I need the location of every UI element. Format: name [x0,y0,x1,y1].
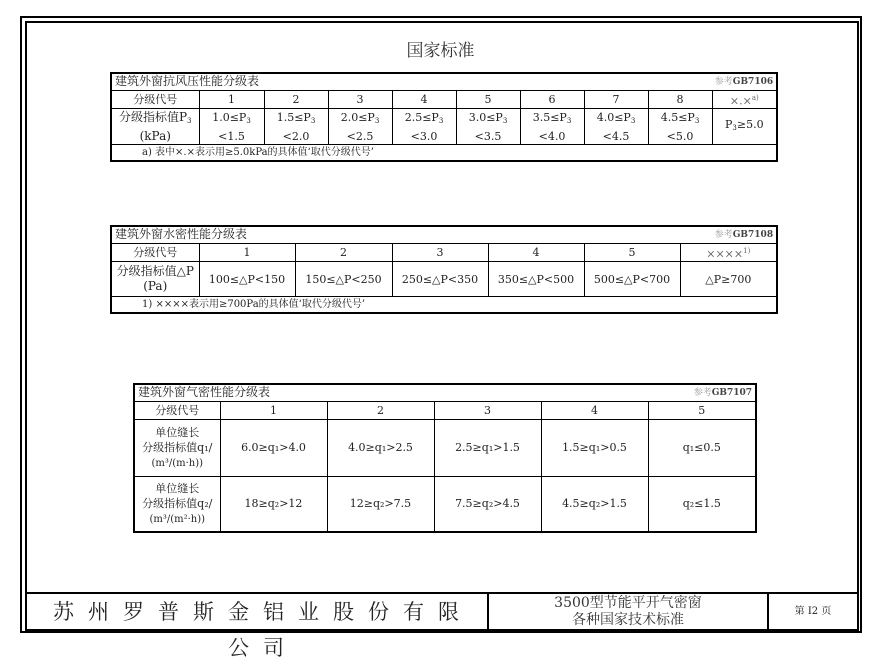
value-cell: 18≥q₂>12 [220,476,327,532]
value-cell: 500≤△P<700 [584,262,680,297]
value-cell: 6.0≥q₁>4.0 [220,419,327,476]
grade-code: 1 [199,90,264,109]
value-cell: q₁≤0.5 [648,419,756,476]
header-label: 分级代号 [134,401,220,419]
table-title-text: 建筑外窗抗风压性能分级表 [115,74,260,89]
table-title-text: 建筑外窗气密性能分级表 [138,385,271,400]
value-cell: 350≤△P<500 [488,262,584,297]
data-row [111,262,777,297]
company-name: 苏州罗普斯金铝业股份有限公司 [27,594,489,630]
value-cell: $2.0\le P_3$ <2.5 [328,109,392,145]
value-cell: 150≤△P<250 [295,262,392,297]
reference-code: 参考GB7106 [714,77,774,87]
value-cell: $3.5\le P_3$ <4.0 [520,109,584,145]
row-label: 分级指标值$P_3$ (kPa) [111,109,199,145]
value-cell: $P_3\ge 5.0$ [712,109,777,145]
water-tightness-table [110,225,778,314]
data-row [111,109,777,145]
value-cell: 4.5≥q₂>1.5 [541,476,648,532]
wind-pressure-table [110,72,778,162]
grade-code: 5 [648,401,756,419]
table-note: 1) ××××表示用≥700Pa的具体值‘取代分级代号’ [111,297,777,314]
value-cell: $4.0\le P_3$ <4.5 [584,109,648,145]
table-title-text: 建筑外窗水密性能分级表 [115,227,248,242]
table-title [134,384,756,401]
table-title [111,226,777,243]
grade-code: 3 [328,90,392,109]
value-cell: q₂≤1.5 [648,476,756,532]
value-cell: 7.5≥q₂>4.5 [434,476,541,532]
grade-code-custom: ××××$^{1)}$ [680,243,777,262]
value-cell: $4.5\le P_3$ <5.0 [648,109,712,145]
reference-code: 参考GB7107 [693,388,753,398]
grade-code: 7 [584,90,648,109]
header-row [134,401,756,419]
grade-code: 1 [220,401,327,419]
grade-code-custom: ×.×$^{a)}$ [712,90,777,109]
grade-code: 3 [434,401,541,419]
value-cell: 4.0≥q₁>2.5 [327,419,434,476]
grade-code: 1 [199,243,295,262]
grade-code: 5 [456,90,520,109]
document-title-line1: 3500型节能平开气密窗 [554,595,702,611]
data-row [134,476,756,532]
table-title [111,73,777,90]
grade-code: 5 [584,243,680,262]
value-cell: $2.5\le P_3$ <3.0 [392,109,456,145]
document-title [489,594,769,630]
reference-code: 参考GB7108 [714,230,774,240]
header-row [111,90,777,109]
grade-code: 4 [488,243,584,262]
header-row [111,243,777,262]
grade-code: 3 [392,243,488,262]
page-number: 第 I2 页 [794,606,832,617]
grade-code: 4 [541,401,648,419]
row-label: 单位缝长 分级指标值q₁/ (m³/(m·h)) [134,419,220,476]
value-cell: 250≤△P<350 [392,262,488,297]
title-block [27,592,857,660]
grade-code: 2 [295,243,392,262]
document-title-line2: 各种国家技术标准 [572,612,684,628]
grade-code: 4 [392,90,456,109]
value-cell: 2.5≥q₁>1.5 [434,419,541,476]
value-cell: △P≥700 [680,262,777,297]
grade-code: 2 [264,90,328,109]
grade-code: 6 [520,90,584,109]
header-label: 分级代号 [111,243,199,262]
row-label: 分级指标值△P (Pa) [111,262,199,297]
page-title: 国家标准 [406,41,475,61]
header-label: 分级代号 [111,90,199,109]
table-note: a) 表中×.×表示用≥5.0kPa的具体值‘取代分级代号’ [111,145,777,162]
grade-code: 8 [648,90,712,109]
data-row [134,419,756,476]
value-cell: $3.0\le P_3$ <3.5 [456,109,520,145]
value-cell: $1.5\le P_3$ <2.0 [264,109,328,145]
air-tightness-table [133,383,757,533]
row-label: 单位缝长 分级指标值q₂/ (m³/(m²·h)) [134,476,220,532]
grade-code: 2 [327,401,434,419]
value-cell: $1.0\le P_3$ <1.5 [199,109,264,145]
value-cell: 100≤△P<150 [199,262,295,297]
value-cell: 1.5≥q₁>0.5 [541,419,648,476]
value-cell: 12≥q₂>7.5 [327,476,434,532]
